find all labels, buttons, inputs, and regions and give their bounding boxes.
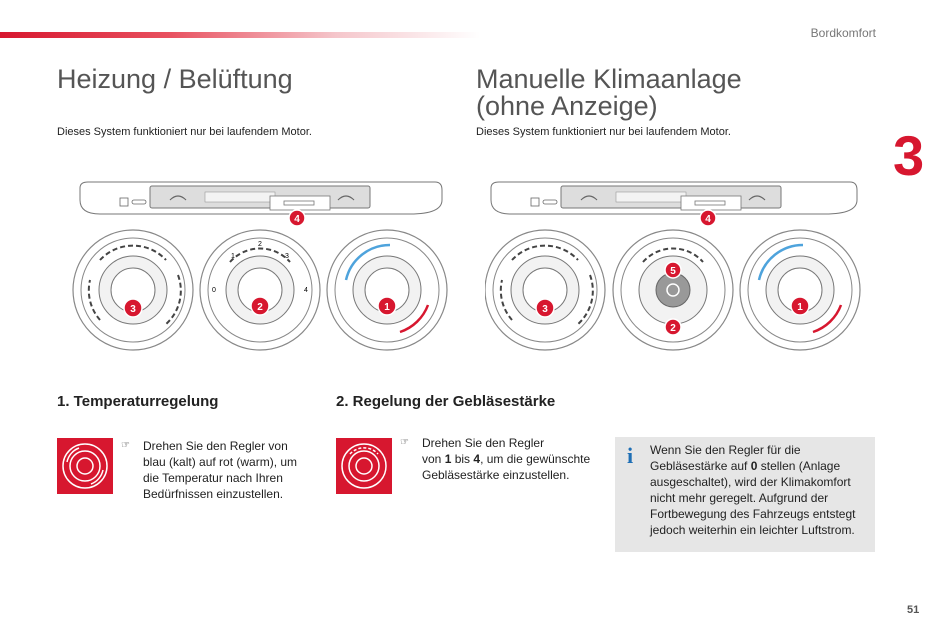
temperature-dial-left xyxy=(327,230,447,350)
section-heading-temperature: 1. Temperaturregelung xyxy=(57,393,219,410)
svg-text:1: 1 xyxy=(231,253,235,260)
pointing-hand-icon: ☞ xyxy=(400,437,409,448)
mode-dial-right xyxy=(485,230,605,350)
callout-3-right: 3 xyxy=(542,304,548,315)
fan-dial-right xyxy=(613,230,733,350)
callout-2-left: 2 xyxy=(257,302,263,313)
callout-1-left: 1 xyxy=(384,302,390,313)
page-title-ac-line2: (ohne Anzeige) xyxy=(476,91,658,121)
page-number: 51 xyxy=(907,604,920,616)
header-accent-bar xyxy=(0,32,480,38)
chapter-number: 3 xyxy=(893,124,925,187)
fan-speed-instruction: ☞ Drehen Sie den Regler von 1 bis 4, um die gewünschte Gebläsestärke einzustellen. xyxy=(400,436,591,482)
intro-text-ac: Dieses System funktioniert nur bei laufendem Motor. xyxy=(476,126,731,138)
page-title-ac xyxy=(476,66,742,120)
callout-1-right: 1 xyxy=(797,302,803,313)
callout-3-left: 3 xyxy=(130,304,136,315)
info-note-text: Wenn Sie den Regler für die Gebläsestärke auf 0 stellen (Anlage ausgeschaltet), wird der Klimakomfort nicht mehr geregelt. Aufgrund der Fortbewegung des Fahrzeugs entstegt jedoch weiterhin ein leichter Luftstrom. xyxy=(650,443,856,537)
fan-dial-left xyxy=(200,230,320,350)
info-note-box xyxy=(615,437,875,552)
mode-dial-left xyxy=(73,230,193,350)
svg-text:3: 3 xyxy=(285,253,289,260)
page-title-ac-line1: Manuelle Klimaanlage xyxy=(476,64,742,94)
pointing-hand-icon: ☞ xyxy=(121,440,130,451)
svg-text:0: 0 xyxy=(212,287,216,294)
callout-2-right: 2 xyxy=(670,323,676,334)
ac-panel-illustration xyxy=(485,180,865,355)
section-heading-fan-speed: 2. Regelung der Gebläsestärke xyxy=(336,393,556,410)
info-icon: i xyxy=(627,443,634,468)
callout-5-right: 5 xyxy=(670,266,676,277)
temperature-instruction: ☞ Drehen Sie den Regler von blau (kalt) auf rot (warm), um die Temperatur nach Ihren Bedürfnissen einzustellen. xyxy=(121,439,298,501)
chapter-name: Bordkomfort xyxy=(810,26,876,40)
temperature-dial-thumbnail-icon xyxy=(57,438,113,494)
fan-dial-thumbnail-icon xyxy=(336,438,392,494)
page-title-heating: Heizung / Belüftung xyxy=(57,64,293,94)
svg-text:4: 4 xyxy=(304,287,308,294)
callout-4-left: 4 xyxy=(294,214,300,225)
intro-text-heating: Dieses System funktioniert nur bei laufendem Motor. xyxy=(57,126,312,138)
temperature-dial-right xyxy=(740,230,860,350)
svg-text:2: 2 xyxy=(258,241,262,248)
callout-4-right: 4 xyxy=(705,214,711,225)
heating-panel-illustration xyxy=(70,180,450,355)
